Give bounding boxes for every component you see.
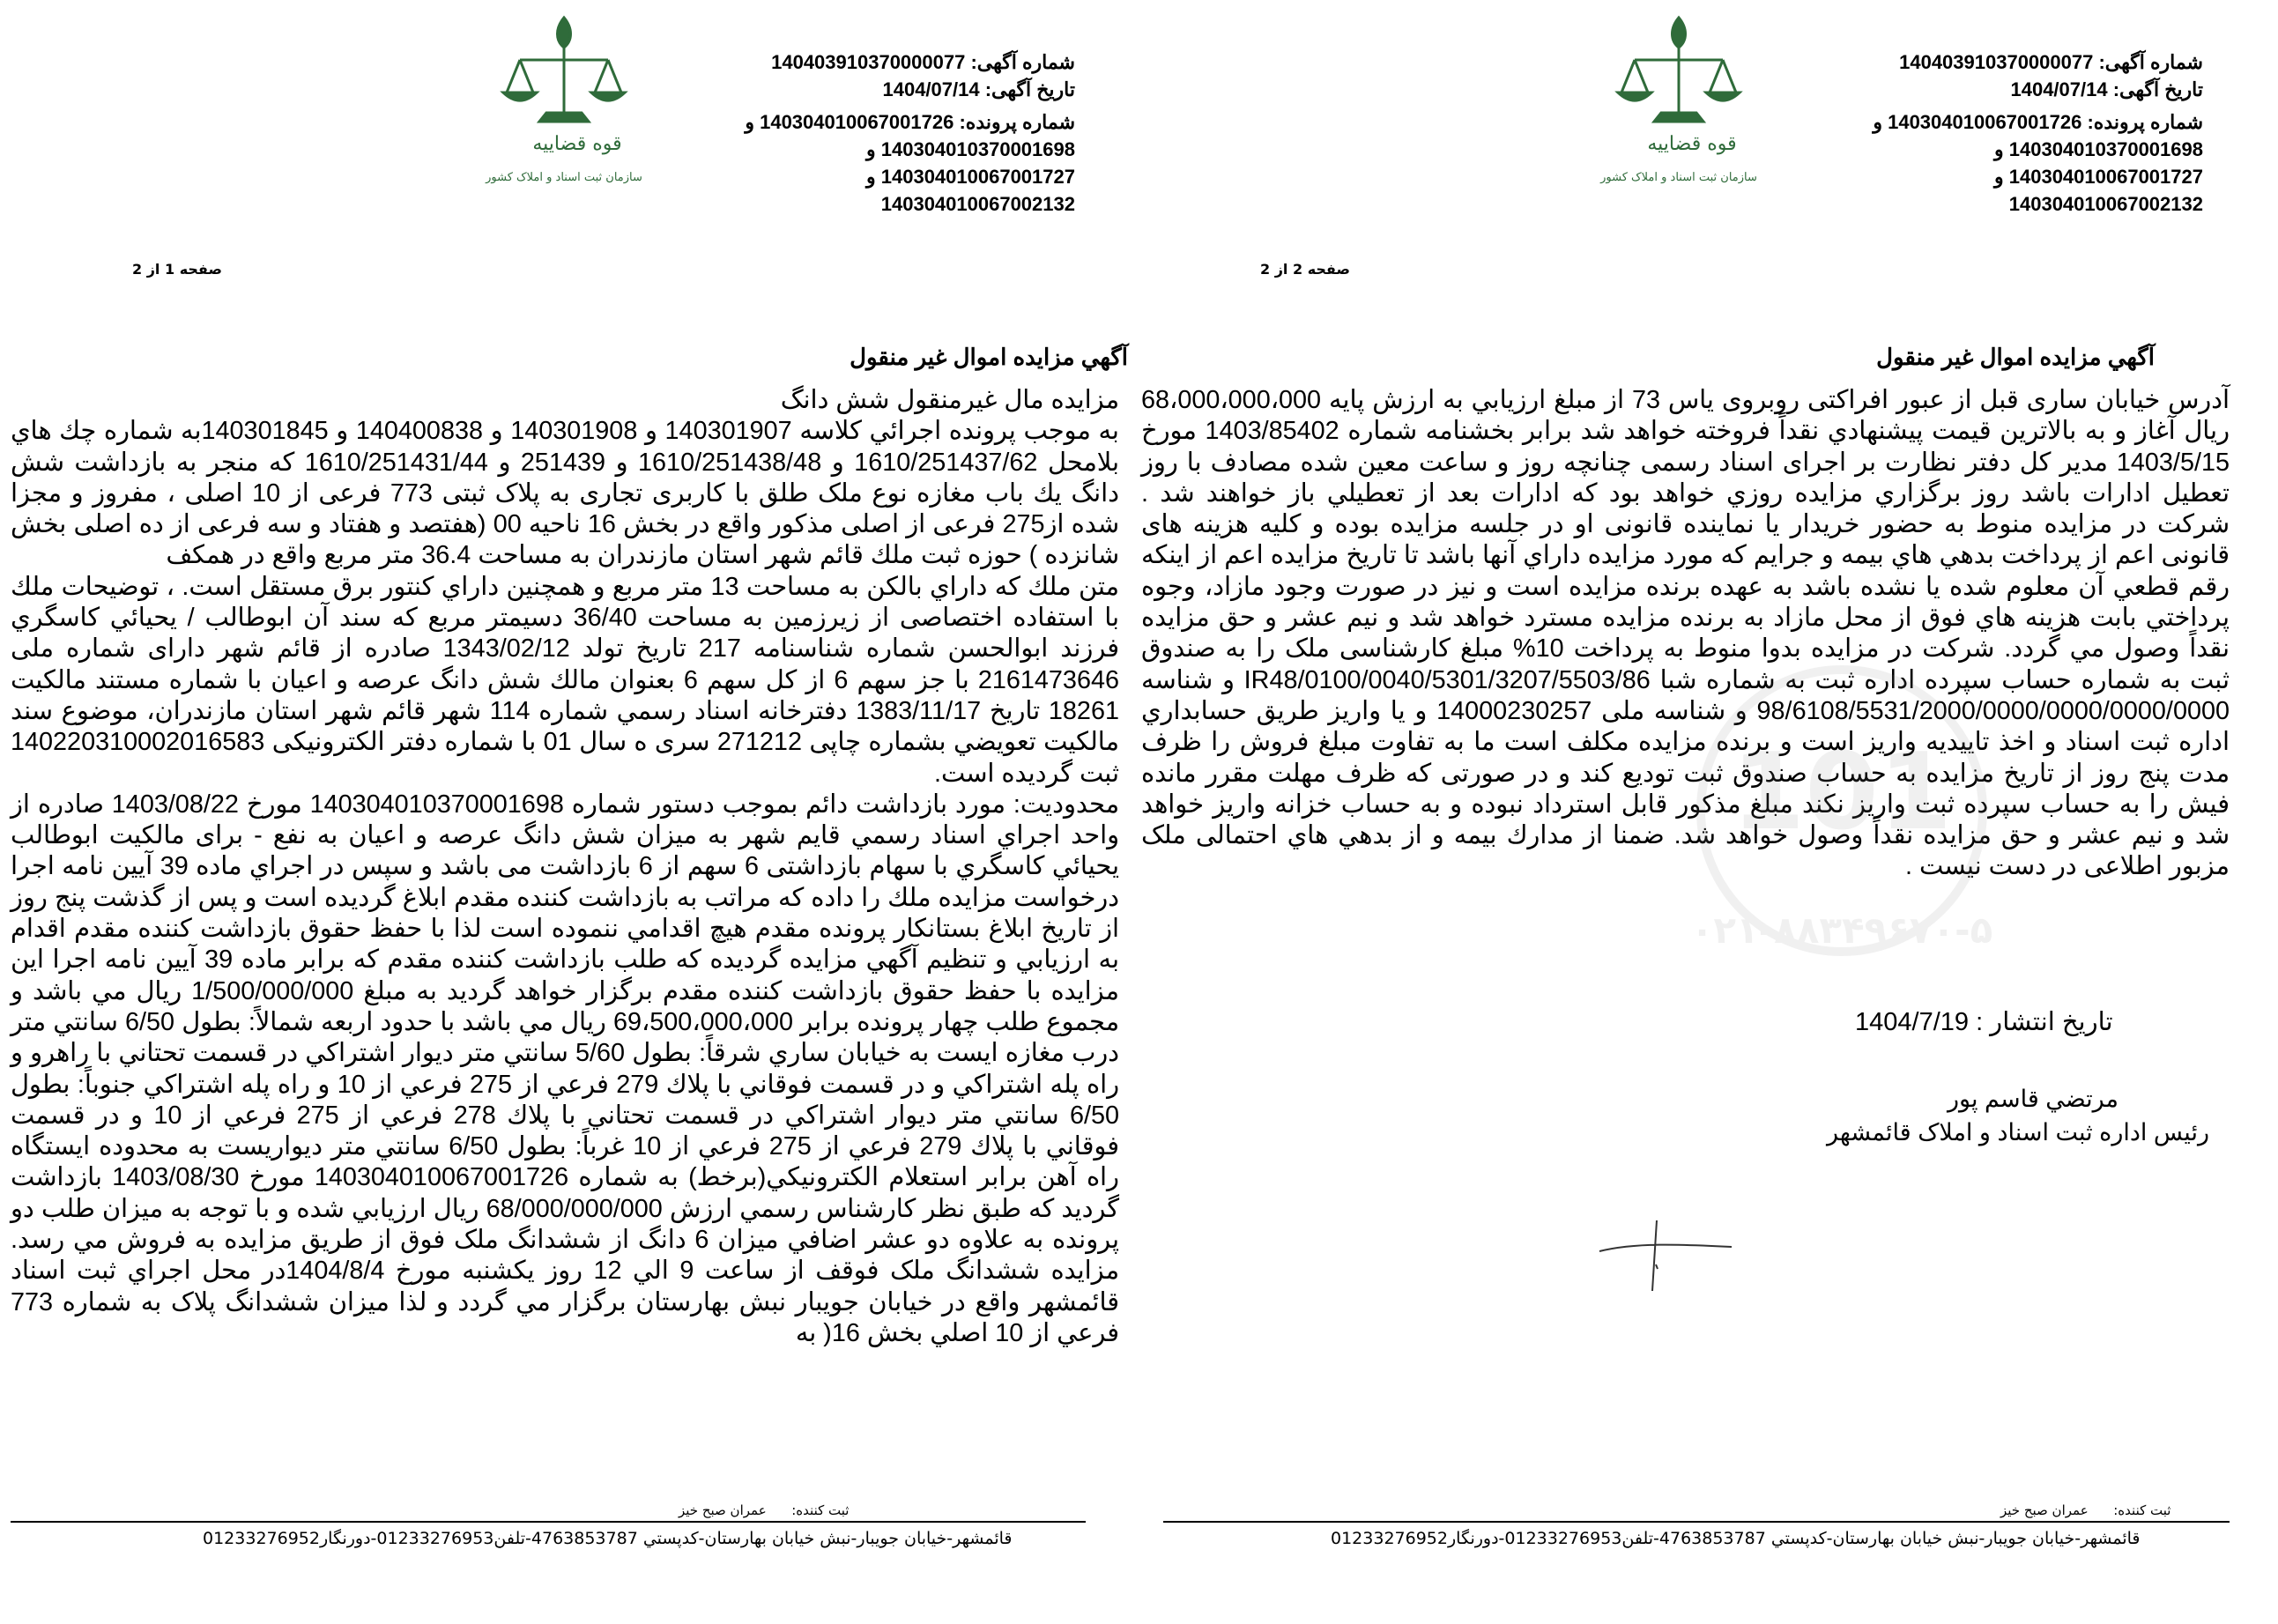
publish-date: تاريخ انتشار : 1404/7/19 <box>1855 1008 2113 1036</box>
case-number: 140304010067001726 و <box>1873 111 2082 133</box>
notice-paragraph: محدوديت: مورد بازداشت دائم بموجب دستور شماره 140304010370001698 مورخ 1403/08/22 صادره از واحد اجراي اسناد رسمي قايم شهر به ميزان شش دانگ عرصه و اعيان به نفع - براى مالكيت ابوطالب يحيائي كاسگري با سهام بازداشتى 6 سهم از 6 بازداشت مى باشد و سپس در اجراي ماده 39 آيين نامه اجرا درخواست مزايده ملك را داده كه مراتب به بازداشت كننده مقدم ابلاغ گرديده است و پس از گذشت پنج روز از تاريخ ابلاغ بستانكار پرونده مقدم هيچ اقدامي ننموده است لذا با حفظ حقوق بازداشت كننده مقدم اقدام به ارزيابي و تنظيم آگهي مزايده گرديده كه طلب بازداشت كننده مقدم كه برابر ماده 39 آيين نامه اجرا اين مزايده با حفظ حقوق بازداشت كننده مقدم برگزار خواهد گرديد به مبلغ 1/500/000/000 ريال مي باشد و مجموع طلب چهار پرونده برابر 69،500،000،000 ريال مي باشد با حدود اربعه شمالاً: بطول 6/50 سانتي متر درب مغازه ايست به خيابان ساري شرقاً: بطول 5/60 سانتي متر ديوار اشتراكي در قسمت تحتاني با راهرو و راه پله اشتراكي و در قسمت فوقاني با پلاك 279 فرعي از 275 فرعي از 10 و راه پله اشتراكي جنوباً: بطول 6/50 سانتي متر ديوار اشتراكي در قسمت تحتاني با پلاك 278 فرعي از 275 فرعي از 10 و در قسمت فوقاني با پلاك 279 فرعي از 275 فرعي از 10 غرباً: بطول 6/50 سانتي متر ديواريست به محدوده ايستگاه راه آهن برابر استعلام الكترونيكي(برخط) به شماره 140304010067001726 مورخ 1403/08/30 بازداشت گرديد كه طبق نظر كارشناس رسمي ارزش 68/000/000/000 ريال ارزيابي شده و با توجه به ميزان طلب دو پرونده به علاوه دو عشر اضافي ميزان 6 دانگ از ششدانگ ملک فوق از طريق مزايده به فروش مي رسد. مزايده ششدانگ ملک فوقف از ساعت 9 الي 12 روز يكشنبه مورخ 1404/8/4در محل اجراي ثبت اسناد قائمشهر واقع در خيابان جويبار نبش بهارستان برگزار مي گردد و لذا ميزان ششدانگ پلاک به شماره 773 فرعي از 10 اصلي بخش 16( به <box>11 790 1120 1347</box>
case-number: 140304010370001698 و <box>866 138 1075 160</box>
office-address: قائمشهر-خيابان جويبار-نبش خيابان بهارستان-كدپستي 4763853787-تلفن01233276953-دورنگار01233276952 <box>203 1529 1013 1548</box>
notice-paragraph: به موجب پرونده اجرائي كلاسه 140301907 و 140301908 و 140400838 و 140301845به شماره چك هاي بلامحل 1610/251437/62 و 1610/251438/48 و 251439 و 1610/251431/44 كه منجر به بازداشت شش دانگ يك باب مغازه نوع ملک طلق با كاربرى تجارى به پلاک ثبتى 773 فرعى از 10 اصلى ، مفروز و مجزا شده از275 فرعی از اصلی مذکور واقع در بخش 16 ناحيه 00 (هفتصد و هفتاد و سه فرعی از ده اصلی بخش شانزده ) حوزه ثبت ملك قائم شهر استان مازندران به مساحت 36.4 متر مربع واقع در همكف <box>11 417 1119 570</box>
case-number: 140304010067002132 <box>880 193 1075 215</box>
emblem-org-name: قوه قضاییه <box>532 133 622 155</box>
case-number: 140304010067002132 <box>2008 193 2203 215</box>
case-number: 140304010067001727 و <box>866 166 1075 188</box>
watermark <box>1621 652 2062 1005</box>
signer-title: رئيس اداره ثبت اسناد و املاک قائمشهر <box>1827 1119 2210 1146</box>
notice-title: آگهي مزايده اموال غير منقول <box>1876 344 2155 370</box>
registrar-name: عمران صبح خيز <box>2000 1502 2089 1518</box>
office-address: قائمشهر-خيابان جويبار-نبش خيابان بهارستان-كدپستي 4763853787-تلفن01233276953-دورنگار01233276952 <box>1331 1529 2141 1548</box>
notice-body <box>11 385 1119 1349</box>
notice-header <box>731 48 1075 218</box>
notice-date: 1404/07/14 <box>882 78 980 100</box>
scales-of-justice-icon <box>471 9 657 194</box>
registrar: ثبت كننده: عمران صبح خيز <box>2000 1502 2171 1518</box>
registrar-name: عمران صبح خيز <box>679 1502 767 1518</box>
notice-number: 140403910370000077 <box>1899 51 2094 73</box>
notice-date-row: تاریخ آگهی: 1404/07/14 <box>2010 78 2203 100</box>
judiciary-emblem <box>471 9 657 194</box>
footer-divider <box>11 1521 1086 1523</box>
case-number-row: شماره پرونده: 140304010067001726 و <box>1873 111 2203 133</box>
footer-divider <box>1163 1521 2230 1523</box>
case-number: 140304010067001726 و <box>745 111 954 133</box>
registrar: ثبت كننده: عمران صبح خيز <box>679 1502 850 1518</box>
emblem-org-name: قوه قضاییه <box>1647 133 1737 155</box>
case-number: 140304010067001727 و <box>1994 166 2203 188</box>
notice-date: 1404/07/14 <box>2010 78 2108 100</box>
signature-mark <box>1582 1216 1740 1295</box>
notice-title: آگهي مزايده اموال غير منقول <box>850 344 1128 370</box>
notice-header <box>1851 48 2203 218</box>
notice-number-row: شماره آگهی: 140403910370000077 <box>771 51 1075 73</box>
notice-paragraph: آدرس خيابان ساری قبل از عبور افراكتى روبروى ياس 73 از مبلغ ارزيابي به ارزش پايه 68،000،000،000 ريال آغاز و به بالاترين قيمت پيشنهادي نقداً فروخته خواهد شد برابر بخشنامه شماره 1403/85402 مورخ 1403/5/15 مدير كل دفتر نظارت بر اجراى اسناد رسمى چنانچه روز و ساعت معين شده مصادف با روز تعطيل ادارات باشد روز برگزاري مزايده روزي خواهد بود كه ادارات بعد از تعطيلي باز خواهند شد . شركت در مزايده منوط به حضور خريدار يا نماينده قانونى او در جلسه مزايده بوده و كليه هزينه هاى قانونى اعم از پرداخت بدهي هاي بيمه و جرايم كه مورد مزايده داراي آنها باشد تا تاريخ مزايده اعم از اينكه رقم قطعي آن معلوم شده يا نشده باشد به عهده برنده مزايده است و نيز در صورت وجود مازاد، وجوه پرداختي بابت هزينه هاي فوق از محل مازاد به برنده مزايده مسترد خواهد شد و نيم عشر و حق مزايده نقداً وصول مي گردد. شركت در مزايده بدوا منوط به پرداخت 10% مبلغ كارشناسى ملک را به صندوق ثبت به شماره حساب سپرده اداره ثبت به شماره شبا IR48/0100/0040/5301/3207/5503/86 و شناسه 98/6108/5531/2000/0000/0000/0000/0000 و شناسه ملى 14000230257 و يا واريز طريق حسابداري اداره ثبت اسناد و اخذ تاييديه واريز است و برنده مزايده مكلف است ما به تفاوت مبلغ فروش را ظرف مدت پنج روز از تاريخ مزايده به حساب صندوق ثبت توديع كند و در صورتى كه ظرف مهلت مقرر مانده فيش را به حساب سپرده ثبت واريز نكند مبلغ مذكور قابل استرداد نبوده و به حساب خزانه واريز خواهد شد و نيم عشر و حق مزايده نقداً وصول خواهد شد. ضمنا از مدارك بيمه و از بدهي هاي احتمالى ملک مزبور اطلاعى در دست نيست . <box>1141 386 2230 881</box>
notice-paragraph: متن ملك كه داراي بالكن به مساحت 13 متر مربع و همچنين داراي كنتور برق مستقل است. ، توضيحات ملك با استفاده اختصاصى از زيرزمين به مساحت 36/40 دسيمتر مربع كه سند آن ابوطالب / يحيائي كاسگري فرزند ابوالحسن شماره شناسنامه 217 تاريخ تولد 1343/02/12 صادره از قائم شهر داراى شماره ملى 2161473646 با جز سهم 6 از كل سهم 6 بعنوان مالك شش دانگ عرصه و اعيان با شماره مستند مالكيت 18261 تاريخ 1383/11/17 دفترخانه اسناد رسمي شماره 114 شهر قائم شهر استان مازندران، موضوع سند مالكيت تعويضي بشماره چاپى 271212 سرى ه سال 01 با شماره دفتر الكترونيكى 140220310002016583 ثبت گرديده است. <box>11 572 1119 788</box>
watermark-digits: 101 <box>1731 731 1953 854</box>
case-number-row: شماره پرونده: 140304010067001726 و <box>745 111 1075 133</box>
signer-name: مرتضي قاسم پور <box>1948 1086 2119 1112</box>
emblem-org-subtitle: سازمان ثبت اسناد و املاک کشور <box>1600 171 1757 184</box>
watermark-phone: ۰۲۱-۸۸۳۴۹۶۷۰-۵ <box>1690 908 1993 952</box>
notice-paragraph: مزايده مال غيرمنقول شش دانگ <box>780 386 1119 414</box>
page-number-label: صفحه 1 از 2 <box>132 261 222 278</box>
notice-date-row: تاریخ آگهی: 1404/07/14 <box>882 78 1075 100</box>
emblem-org-subtitle: سازمان ثبت اسناد و املاک کشور <box>486 171 642 184</box>
case-number: 140304010370001698 و <box>1994 138 2203 160</box>
notice-number-row: شماره آگهی: 140403910370000077 <box>1899 51 2203 73</box>
page-number-label: صفحه 2 از 2 <box>1260 261 1350 278</box>
scales-of-justice-icon <box>1586 9 1771 194</box>
judiciary-emblem <box>1586 9 1771 194</box>
notice-number: 140403910370000077 <box>771 51 966 73</box>
